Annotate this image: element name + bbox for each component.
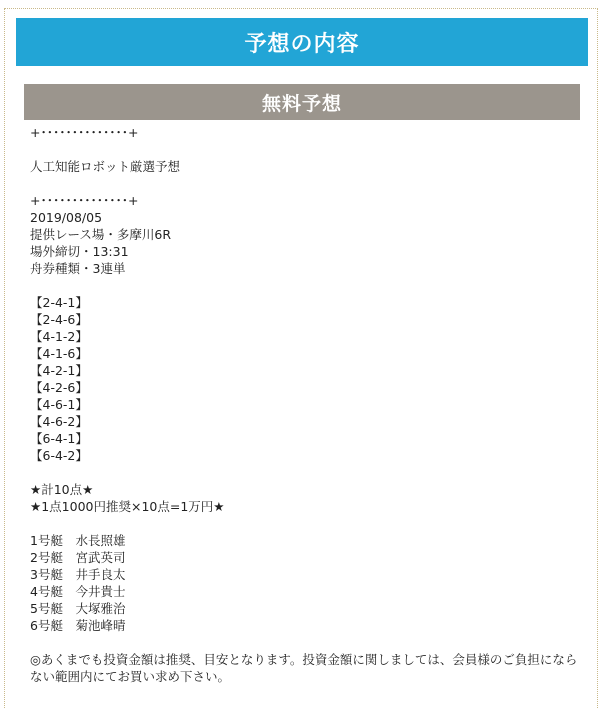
racer-item: 6号艇 菊池峰晴 [30, 618, 126, 633]
pick-item: 【6-4-1】 [30, 431, 88, 446]
racer-item: 3号艇 井手良太 [30, 567, 126, 582]
pick-item: 【4-1-6】 [30, 346, 88, 361]
racer-item: 2号艇 宮武英司 [30, 550, 126, 565]
race-deadline: 場外締切・13:31 [30, 244, 129, 259]
racer-item: 4号艇 今井貴士 [30, 584, 126, 599]
pick-item: 【2-4-6】 [30, 312, 88, 327]
race-date: 2019/08/05 [30, 210, 103, 225]
picks-list [30, 294, 580, 464]
race-venue: 提供レース場・多摩川6R [30, 227, 172, 242]
headline: 人工知能ロボット厳選予想 [30, 159, 181, 174]
racer-item: 5号艇 大塚雅治 [30, 601, 126, 616]
divider-bottom: +･･････････････+ [30, 193, 139, 208]
pick-item: 【6-4-2】 [30, 448, 88, 463]
investment-note: ◎あくまでも投資金額は推奨、目安となります。投資金額に関しましては、会員様のご負担にならない範囲内にてお買い求め下さい。 [30, 652, 578, 684]
section-title: 無料予想 [24, 84, 580, 120]
pick-item: 【4-2-1】 [30, 363, 88, 378]
pick-item: 【2-4-1】 [30, 295, 88, 310]
page-title: 予想の内容 [16, 18, 588, 66]
pick-item: 【4-6-2】 [30, 414, 88, 429]
pick-item: 【4-2-6】 [30, 380, 88, 395]
racer-list [30, 532, 580, 634]
total-points: ★計10点★ [30, 482, 94, 497]
recommended-amount: ★1点1000円推奨×10点=1万円★ [30, 499, 225, 514]
divider-top: +･･････････････+ [30, 125, 139, 140]
pick-item: 【4-1-2】 [30, 329, 88, 344]
prediction-content [30, 124, 580, 685]
ticket-type: 舟券種類・3連単 [30, 261, 126, 276]
pick-item: 【4-6-1】 [30, 397, 88, 412]
racer-item: 1号艇 水長照雄 [30, 533, 126, 548]
